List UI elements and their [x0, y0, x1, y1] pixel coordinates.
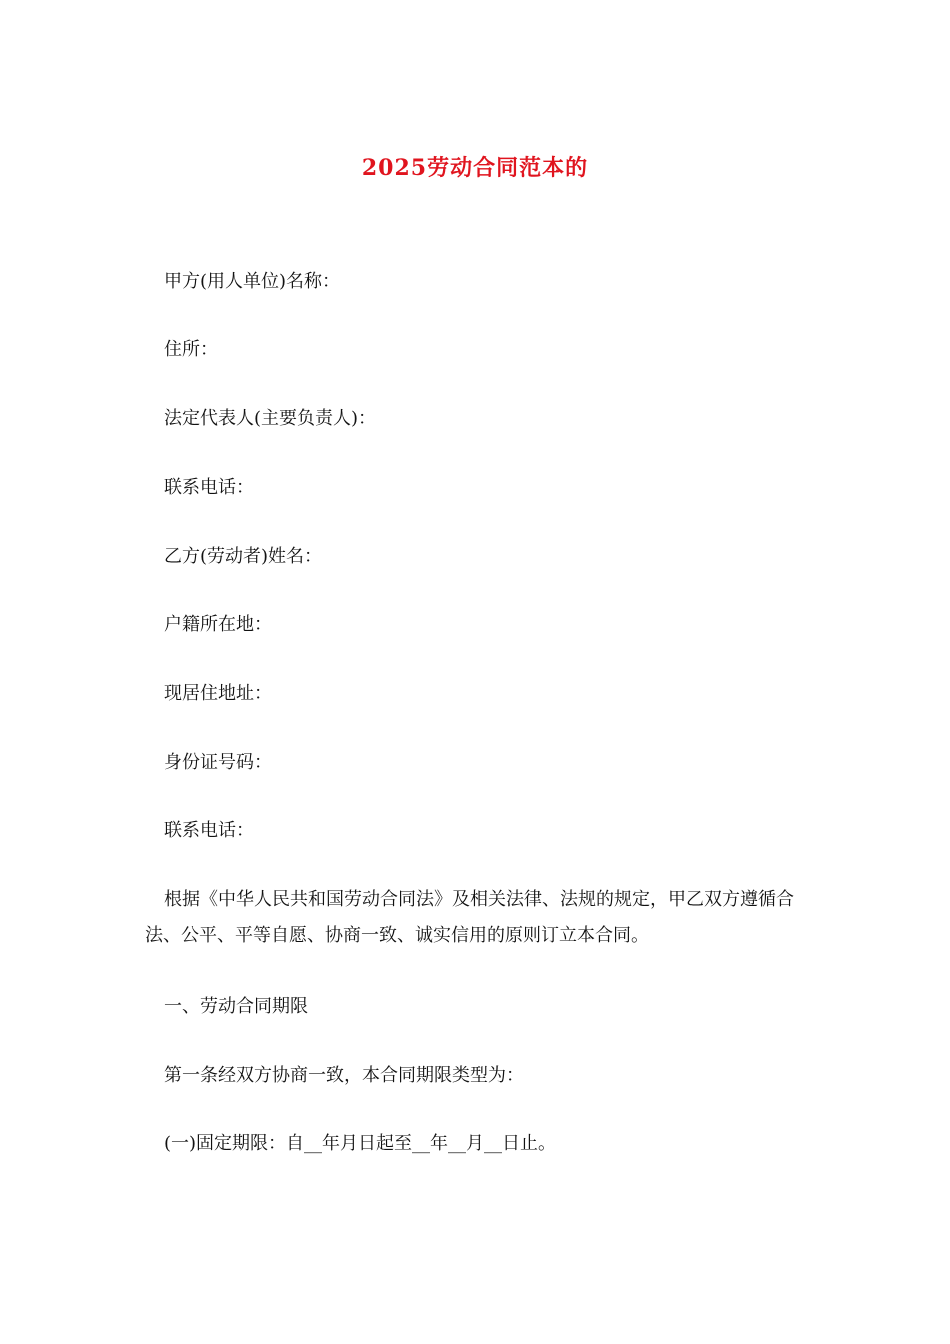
preamble-paragraph: 根据《中华人民共和国劳动合同法》及相关法律、法规的规定，甲乙双方遵循合法、公平、平等自愿、协商一致、诚实信用的原则订立本合同。 — [145, 889, 794, 946]
employer-name-line: 甲方(用人单位)名称： — [164, 271, 341, 292]
employer-address-line: 住所： — [164, 339, 218, 360]
employee-phone-line: 联系电话： — [164, 820, 254, 841]
section-heading-contract-term: 一、劳动合同期限 — [164, 996, 308, 1017]
article-one-paragraph: 第一条经双方协商一致，本合同期限类型为： — [164, 1065, 524, 1086]
legal-representative-line: 法定代表人(主要负责人)： — [164, 408, 377, 429]
household-registration-line: 户籍所在地： — [164, 614, 272, 635]
employee-name-line: 乙方(劳动者)姓名： — [164, 546, 323, 567]
current-address-line: 现居住地址： — [164, 683, 272, 704]
fixed-term-paragraph: (一)固定期限：自__年月日起至__年__月__日止。 — [164, 1133, 557, 1154]
employer-phone-line: 联系电话： — [164, 477, 254, 498]
id-number-line: 身份证号码： — [164, 752, 272, 773]
document-title: 2025劳动合同范本的 — [361, 155, 589, 181]
